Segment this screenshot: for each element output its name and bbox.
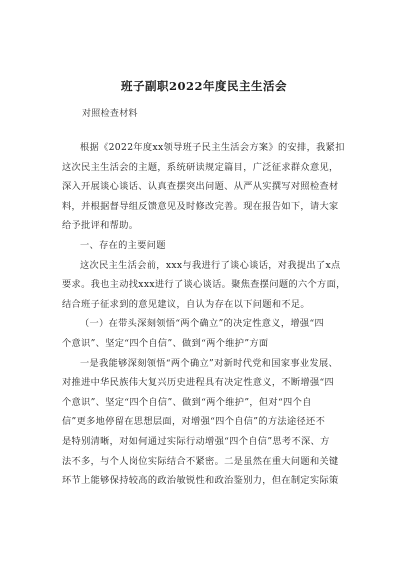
paragraph-line: 一是我能够深刻领悟“两个确立”对新时代党和国家事业发展、 bbox=[80, 357, 339, 369]
paragraph-line: 料，并根据督导组反馈意见及时修改完善。现在报告如下，请大家 bbox=[62, 200, 339, 212]
paragraph-line: 信”更多地停留在思想层面，对增强“四个自信”的方法途径还不 bbox=[62, 416, 326, 428]
subsection-heading-continued: 个意识”、坚定“四个自信”、做到“两个维护”方面 bbox=[62, 337, 269, 349]
paragraph-line: 深入开展谈心谈话、认真查摆突出问题、从严从实撰写对照检查材 bbox=[62, 181, 339, 193]
section-heading: 一、存在的主要问题 bbox=[80, 239, 166, 251]
document-body bbox=[62, 138, 352, 491]
paragraph-line: 要求。我也主动找xxx进行了谈心谈话。聚焦查摆问题的六个方面， bbox=[62, 279, 346, 291]
paragraph-line: 结合班子征求到的意见建议，自认为存在以下问题和不足。 bbox=[62, 298, 310, 310]
paragraph-line: 这次民主生活会前，xxx与我进行了谈心谈话，对我提出了x点 bbox=[80, 259, 341, 271]
paragraph-line: 是特别清晰，对如何通过实际行动增强“四个自信”思考不深、方 bbox=[62, 435, 330, 447]
document-title: 班子副职2022年度民主生活会 bbox=[120, 79, 287, 93]
paragraph-line: 这次民主生活会的主题，系统研读规定篇目，广泛征求群众意见， bbox=[62, 161, 339, 173]
paragraph-line: 给予批评和帮助。 bbox=[62, 220, 139, 232]
paragraph-line: 对推进中华民族伟大复兴历史进程具有决定性意义，不断增强“四 bbox=[62, 377, 335, 389]
paragraph-line: 个意识”、坚定“四个自信”、做到“两个维护”，但对“四个自 bbox=[62, 396, 312, 408]
paragraph-line: 环节上能够保持较高的政治敏锐性和政治鉴别力，但在制定实际策 bbox=[62, 475, 339, 487]
document-subtitle: 对照检查材料 bbox=[82, 109, 138, 119]
paragraph-line: 根据《2022年度xx领导班子民主生活会方案》的安排，我紧扣 bbox=[80, 142, 345, 153]
subsection-heading: （一）在带头深刻领悟“两个确立”的决定性意义，增强“四 bbox=[80, 318, 325, 330]
paragraph-line: 法不多，与个人岗位实际结合不紧密。二是虽然在重大问题和关键 bbox=[62, 455, 339, 467]
